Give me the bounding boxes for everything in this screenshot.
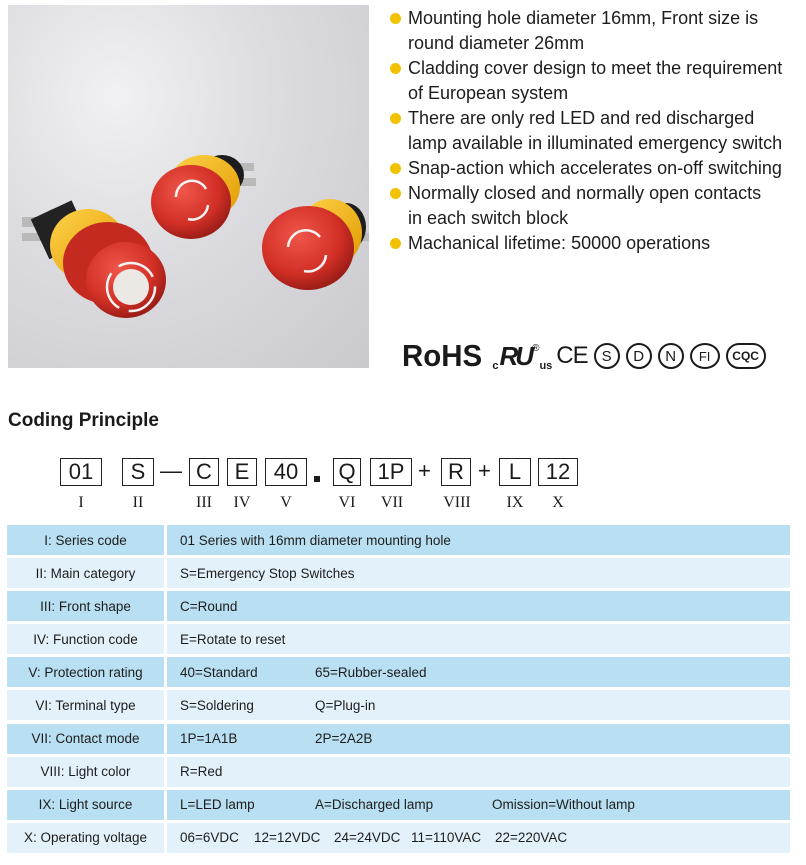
dash-separator: — xyxy=(160,458,182,483)
row-label: VIII: Light color xyxy=(7,757,164,787)
table-row xyxy=(7,525,790,555)
option-text: 1P=1A1B xyxy=(180,731,238,747)
table-row xyxy=(7,790,790,820)
option-text: A=Discharged lamp xyxy=(315,797,434,813)
bullet-icon xyxy=(390,188,401,199)
dot-separator xyxy=(314,476,320,482)
row-value xyxy=(167,790,790,820)
feature-item: There are only red LED and red discharged lamp available in illuminated emergency switch xyxy=(390,106,802,156)
bullet-icon xyxy=(390,113,401,124)
option-text: 12=12VDC xyxy=(254,830,321,846)
option-text: 01 Series with 16mm diameter mounting hole xyxy=(180,532,451,548)
row-label: I: Series code xyxy=(7,525,164,555)
emergency-stop-switches-image xyxy=(8,5,369,368)
code-box-voltage: 12 xyxy=(538,458,578,486)
code-box-light-source: L xyxy=(499,458,531,486)
roman-numeral: X xyxy=(552,494,564,511)
certification-logos xyxy=(402,338,797,374)
row-label: IV: Function code xyxy=(7,624,164,654)
ul-listed-logo: c RU ® us xyxy=(492,340,553,372)
row-value xyxy=(167,724,790,754)
row-value xyxy=(167,591,790,621)
product-photo xyxy=(8,5,369,368)
table-row xyxy=(7,558,790,588)
roman-numeral: IX xyxy=(506,494,524,511)
feature-list xyxy=(390,6,802,256)
code-box-terminal: Q xyxy=(333,458,361,486)
row-value xyxy=(167,823,790,853)
row-value xyxy=(167,657,790,687)
bullet-icon xyxy=(390,163,401,174)
option-text: 11=110VAC xyxy=(411,830,482,846)
option-text: Q=Plug-in xyxy=(315,697,376,713)
table-row xyxy=(7,657,790,687)
table-row xyxy=(7,591,790,621)
roman-numeral: II xyxy=(132,494,144,511)
coding-table xyxy=(7,525,790,856)
table-row xyxy=(7,757,790,787)
bullet-icon xyxy=(390,13,401,24)
code-box-front-shape: C xyxy=(189,458,219,486)
code-box-protection: 40 xyxy=(265,458,307,486)
row-value xyxy=(167,558,790,588)
roman-numeral: I xyxy=(78,494,84,511)
coding-principle-heading: Coding Principle xyxy=(8,410,159,431)
bullet-icon xyxy=(390,238,401,249)
table-row xyxy=(7,724,790,754)
feature-item: Normally closed and normally open contacts in each switch block xyxy=(390,181,802,231)
plus-separator: + xyxy=(418,458,431,483)
row-label: VII: Contact mode xyxy=(7,724,164,754)
option-text: 06=6VDC xyxy=(180,830,239,846)
n-mark-logo: N xyxy=(658,343,684,369)
option-text: S=Soldering xyxy=(180,697,254,713)
option-text: 65=Rubber-sealed xyxy=(315,664,427,680)
option-text: E=Rotate to reset xyxy=(180,631,286,647)
row-label: II: Main category xyxy=(7,558,164,588)
row-label: III: Front shape xyxy=(7,591,164,621)
option-text: C=Round xyxy=(180,598,238,614)
code-box-light-color: R xyxy=(441,458,471,486)
table-row xyxy=(7,823,790,853)
feature-item: Machanical lifetime: 50000 operations xyxy=(390,231,802,256)
ce-mark-logo: CE xyxy=(556,342,588,369)
row-label: VI: Terminal type xyxy=(7,690,164,720)
option-text: L=LED lamp xyxy=(180,797,255,813)
table-row xyxy=(7,690,790,720)
table-row xyxy=(7,624,790,654)
fi-mark-logo: FI xyxy=(690,343,720,369)
feature-item: Snap-action which accelerates on-off switching xyxy=(390,156,802,181)
roman-numeral: V xyxy=(280,494,292,511)
cqc-logo: CQC xyxy=(726,343,766,369)
code-box-series: 01 xyxy=(60,458,102,486)
row-label: X: Operating voltage xyxy=(7,823,164,853)
code-box-function: E xyxy=(227,458,257,486)
option-text: 22=220VAC xyxy=(495,830,568,846)
roman-numeral: VI xyxy=(338,494,356,511)
option-text: R=Red xyxy=(180,764,223,780)
code-box-category: S xyxy=(122,458,154,486)
roman-numeral: IV xyxy=(233,494,251,511)
option-text: 40=Standard xyxy=(180,664,258,680)
code-row xyxy=(0,458,806,488)
row-value xyxy=(167,757,790,787)
roman-numeral: III xyxy=(196,494,212,511)
code-box-contact: 1P xyxy=(370,458,412,486)
s-mark-logo: S xyxy=(594,343,620,369)
row-value xyxy=(167,690,790,720)
option-text: Omission=Without lamp xyxy=(492,797,635,813)
option-text: 24=24VDC xyxy=(334,830,401,846)
feature-item: Cladding cover design to meet the requirement of European system xyxy=(390,56,802,106)
row-label: IX: Light source xyxy=(7,790,164,820)
option-text: 2P=2A2B xyxy=(315,731,373,747)
d-mark-logo: D xyxy=(626,343,652,369)
row-value xyxy=(167,525,790,555)
plus-separator: + xyxy=(478,458,491,483)
option-text: S=Emergency Stop Switches xyxy=(180,565,355,581)
row-label: V: Protection rating xyxy=(7,657,164,687)
feature-item: Mounting hole diameter 16mm, Front size is round diameter 26mm xyxy=(390,6,802,56)
rohs-logo: RoHS xyxy=(402,338,483,373)
roman-numeral: VII xyxy=(380,494,404,511)
row-value xyxy=(167,624,790,654)
bullet-icon xyxy=(390,63,401,74)
roman-numeral: VIII xyxy=(443,494,471,511)
